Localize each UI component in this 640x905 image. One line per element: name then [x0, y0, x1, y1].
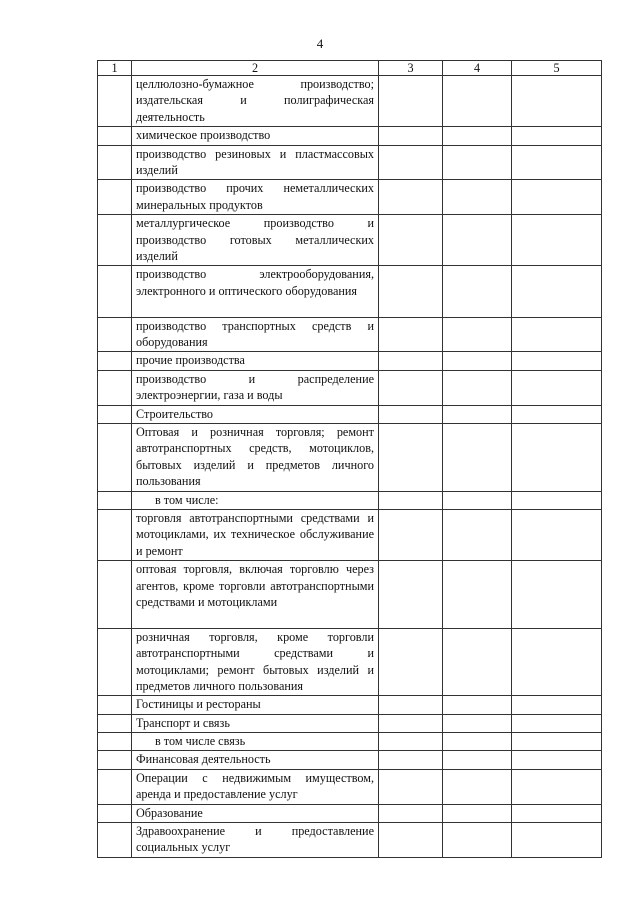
indicator-label: прочие производства [132, 352, 379, 370]
indicator-label: производство резиновых и пластмассовых изделий [132, 145, 379, 180]
value-cell-col-5[interactable] [512, 628, 602, 696]
row-number-cell[interactable] [98, 145, 132, 180]
table-row [98, 804, 602, 822]
value-cell-col-5[interactable] [512, 804, 602, 822]
column-header-4: 4 [443, 61, 512, 76]
value-cell-col-4[interactable] [443, 491, 512, 509]
indicator-label: целлюлозно-бумажное производство; издательская и полиграфическая деятельность [132, 76, 379, 127]
value-cell-col-5[interactable] [512, 352, 602, 370]
table-row [98, 733, 602, 751]
table-row [98, 423, 602, 491]
indicator-label: торговля автотранспортными средствами и мотоциклами, их техническое обслуживание и ремонт [132, 509, 379, 560]
value-cell-col-3[interactable] [379, 215, 443, 266]
table-row [98, 266, 602, 317]
indicator-label: Строительство [132, 405, 379, 423]
table-row [98, 751, 602, 769]
value-cell-col-4[interactable] [443, 714, 512, 732]
indicator-label: производство электрооборудования, электронного и оптического оборудования [132, 266, 379, 317]
table-row [98, 76, 602, 127]
row-number-cell[interactable] [98, 733, 132, 751]
table-row [98, 769, 602, 804]
value-cell-col-3[interactable] [379, 733, 443, 751]
table-row [98, 823, 602, 858]
value-cell-col-3[interactable] [379, 509, 443, 560]
value-cell-col-3[interactable] [379, 696, 443, 714]
value-cell-col-5[interactable] [512, 215, 602, 266]
value-cell-col-3[interactable] [379, 76, 443, 127]
value-cell-col-5[interactable] [512, 714, 602, 732]
table-row [98, 491, 602, 509]
table-row [98, 145, 602, 180]
table-row [98, 628, 602, 696]
value-cell-col-4[interactable] [443, 628, 512, 696]
value-cell-col-5[interactable] [512, 733, 602, 751]
table-row [98, 370, 602, 405]
indicator-label: в том числе: [132, 491, 379, 509]
row-number-cell[interactable] [98, 823, 132, 858]
value-cell-col-3[interactable] [379, 266, 443, 317]
value-cell-col-4[interactable] [443, 127, 512, 145]
indicator-label: Образование [132, 804, 379, 822]
row-number-cell[interactable] [98, 561, 132, 629]
indicator-label: Оптовая и розничная торговля; ремонт автотранспортных средств, мотоциклов, бытовых изделий и предметов личного пользования [132, 423, 379, 491]
row-number-cell[interactable] [98, 215, 132, 266]
value-cell-col-4[interactable] [443, 561, 512, 629]
value-cell-col-5[interactable] [512, 370, 602, 405]
table-row [98, 561, 602, 629]
value-cell-col-3[interactable] [379, 628, 443, 696]
row-number-cell[interactable] [98, 370, 132, 405]
value-cell-col-4[interactable] [443, 352, 512, 370]
table-row [98, 180, 602, 215]
value-cell-col-5[interactable] [512, 696, 602, 714]
value-cell-col-5[interactable] [512, 76, 602, 127]
value-cell-col-3[interactable] [379, 561, 443, 629]
row-number-cell[interactable] [98, 266, 132, 317]
indicator-label: Здравоохранение и предоставление социальных услуг [132, 823, 379, 858]
indicator-label: химическое производство [132, 127, 379, 145]
table-row [98, 317, 602, 352]
value-cell-col-4[interactable] [443, 180, 512, 215]
table-row [98, 215, 602, 266]
value-cell-col-4[interactable] [443, 145, 512, 180]
row-number-cell[interactable] [98, 696, 132, 714]
indicator-label: Операции с недвижимым имуществом, аренда и предоставление услуг [132, 769, 379, 804]
row-number-cell[interactable] [98, 423, 132, 491]
page-number: 4 [316, 36, 324, 51]
indicator-label: Гостиницы и рестораны [132, 696, 379, 714]
column-header-1: 1 [98, 61, 132, 76]
value-cell-col-3[interactable] [379, 714, 443, 732]
value-cell-col-5[interactable] [512, 180, 602, 215]
value-cell-col-4[interactable] [443, 823, 512, 858]
value-cell-col-4[interactable] [443, 696, 512, 714]
value-cell-col-3[interactable] [379, 317, 443, 352]
value-cell-col-5[interactable] [512, 751, 602, 769]
indicator-label: производство транспортных средств и оборудования [132, 317, 379, 352]
column-header-3: 3 [379, 61, 443, 76]
value-cell-col-3[interactable] [379, 370, 443, 405]
row-number-cell[interactable] [98, 317, 132, 352]
value-cell-col-3[interactable] [379, 127, 443, 145]
value-cell-col-5[interactable] [512, 823, 602, 858]
indicator-label: Финансовая деятельность [132, 751, 379, 769]
indicator-label: металлургическое производство и производство готовых металлических изделий [132, 215, 379, 266]
value-cell-col-5[interactable] [512, 405, 602, 423]
row-number-cell[interactable] [98, 405, 132, 423]
value-cell-col-3[interactable] [379, 823, 443, 858]
value-cell-col-4[interactable] [443, 317, 512, 352]
value-cell-col-4[interactable] [443, 266, 512, 317]
indicator-label: розничная торговля, кроме торговли автотранспортными средствами и мотоциклами; ремонт бытовых изделий и предметов личного пользования [132, 628, 379, 696]
row-number-cell[interactable] [98, 509, 132, 560]
value-cell-col-5[interactable] [512, 561, 602, 629]
value-cell-col-3[interactable] [379, 423, 443, 491]
row-number-cell[interactable] [98, 769, 132, 804]
column-header-2: 2 [132, 61, 379, 76]
value-cell-col-4[interactable] [443, 76, 512, 127]
table-row [98, 509, 602, 560]
table-row [98, 352, 602, 370]
row-number-cell[interactable] [98, 180, 132, 215]
indicator-label: оптовая торговля, включая торговлю через агентов, кроме торговли автотранспортными средствами и мотоциклами [132, 561, 379, 629]
value-cell-col-5[interactable] [512, 145, 602, 180]
indicator-label: производство прочих неметаллических минеральных продуктов [132, 180, 379, 215]
value-cell-col-5[interactable] [512, 127, 602, 145]
table-row [98, 127, 602, 145]
value-cell-col-4[interactable] [443, 769, 512, 804]
value-cell-col-5[interactable] [512, 509, 602, 560]
column-header-5: 5 [512, 61, 602, 76]
value-cell-col-5[interactable] [512, 266, 602, 317]
row-number-cell[interactable] [98, 804, 132, 822]
row-number-cell[interactable] [98, 491, 132, 509]
table-row [98, 714, 602, 732]
value-cell-col-4[interactable] [443, 215, 512, 266]
row-number-cell[interactable] [98, 628, 132, 696]
value-cell-col-4[interactable] [443, 370, 512, 405]
value-cell-col-4[interactable] [443, 423, 512, 491]
value-cell-col-4[interactable] [443, 804, 512, 822]
value-cell-col-3[interactable] [379, 751, 443, 769]
value-cell-col-5[interactable] [512, 423, 602, 491]
indicator-label: производство и распределение электроэнергии, газа и воды [132, 370, 379, 405]
value-cell-col-3[interactable] [379, 804, 443, 822]
value-cell-col-4[interactable] [443, 751, 512, 769]
row-number-cell[interactable] [98, 127, 132, 145]
indicator-label: Транспорт и связь [132, 714, 379, 732]
value-cell-col-3[interactable] [379, 491, 443, 509]
value-cell-col-5[interactable] [512, 317, 602, 352]
value-cell-col-3[interactable] [379, 145, 443, 180]
row-number-cell[interactable] [98, 714, 132, 732]
value-cell-col-5[interactable] [512, 491, 602, 509]
row-number-cell[interactable] [98, 751, 132, 769]
value-cell-col-4[interactable] [443, 509, 512, 560]
value-cell-col-5[interactable] [512, 769, 602, 804]
statistics-form-table [97, 60, 602, 858]
value-cell-col-4[interactable] [443, 733, 512, 751]
value-cell-col-3[interactable] [379, 769, 443, 804]
value-cell-col-3[interactable] [379, 180, 443, 215]
value-cell-col-3[interactable] [379, 405, 443, 423]
value-cell-col-3[interactable] [379, 352, 443, 370]
row-number-cell[interactable] [98, 76, 132, 127]
indicator-label: в том числе связь [132, 733, 379, 751]
table-row [98, 405, 602, 423]
table-row [98, 696, 602, 714]
value-cell-col-4[interactable] [443, 405, 512, 423]
row-number-cell[interactable] [98, 352, 132, 370]
table-header-row [98, 61, 602, 76]
